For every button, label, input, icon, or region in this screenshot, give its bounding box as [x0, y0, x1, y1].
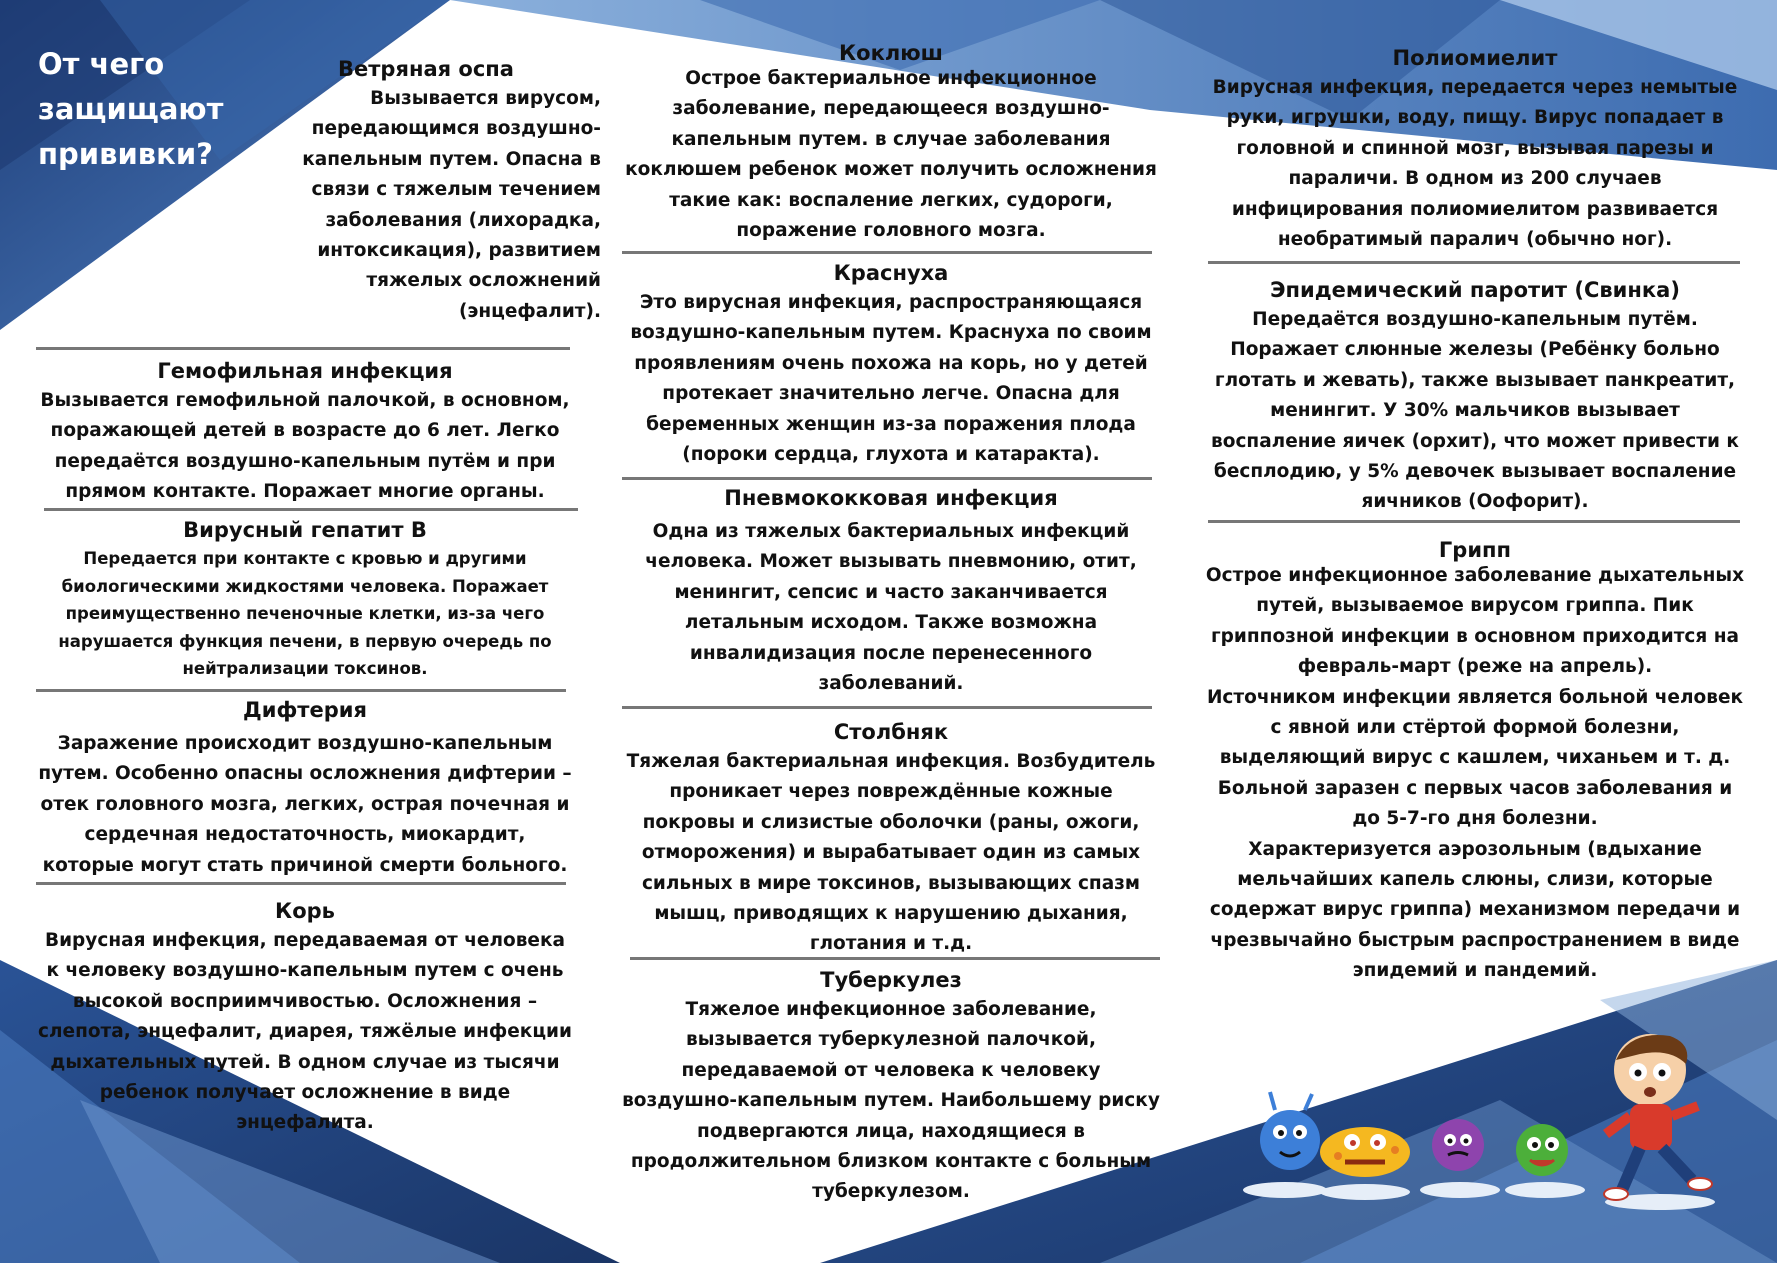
section-measles — [36, 898, 574, 1139]
section-title: Корь — [275, 899, 335, 923]
section-polio — [1205, 45, 1745, 255]
section-title: Коклюш — [839, 41, 943, 65]
divider — [630, 957, 1160, 960]
section-text: Острое инфекционное заболевание дыхательных путей, вызываемое вирусом гриппа. Пик гриппозной инфекции в основном приходится на февраль-март (реже на апрель). — [1205, 565, 1745, 678]
section-rubella — [622, 260, 1160, 470]
yellow-germ-icon — [1320, 1127, 1410, 1177]
section-flu — [1205, 537, 1745, 987]
section-tetanus — [622, 719, 1160, 960]
section-title: Пневмококковая инфекция — [724, 486, 1058, 510]
section-hepatitis-b — [36, 517, 574, 683]
running-kid-icon — [1604, 1034, 1712, 1200]
section-title: Столбняк — [833, 720, 949, 744]
section-text: Передаётся воздушно-капельным путём. Поражает слюнные железы (Ребёнку больно глотать и жевать), также вызывает панкреатит, менингит. У 30% мальчиков вызывает воспаление яичек (орхит), что может привести к бесплодию, у 5% девочек вызывает воспаление яичников (Оофорит). — [1211, 309, 1739, 513]
section-text: Вирусная инфекция, передается через немытые руки, игрушки, воду, пищу. Вирус попадает в головной и спинной мозг, вызывая парезы и параличи. В одном из 200 случаев инфицирования полиомиелитом развивается необратимый паралич (обычно ног). — [1212, 77, 1738, 251]
section-pneumococcal — [622, 485, 1160, 699]
blue-germ-icon — [1260, 1092, 1320, 1170]
section-diphtheria — [36, 697, 574, 881]
divider — [1208, 520, 1740, 523]
section-pertussis — [622, 40, 1160, 246]
kid-running-from-germs-icon — [1230, 1030, 1730, 1230]
section-text: Источником инфекции является больной человек с явной или стёртой формой болезни, выделяющий вирус с кашлем, чиханьем и т. д. Больной заразен с первых часов заболевания и до 5-7-го дня болезни. — [1206, 686, 1744, 830]
section-title: Эпидемический паротит (Свинка) — [1270, 278, 1680, 302]
section-text: Передается при контакте с кровью и другими биологическими жидкостями человека. Поражает преимущественно печеночные клетки, из-за чего нарушается функция печени, в первую очередь по нейтрализации токсинов. — [58, 549, 552, 679]
divider — [622, 477, 1152, 480]
section-text: Заражение происходит воздушно-капельным путем. Особенно опасны осложнения дифтерии – отек головного мозга, легких, острая почечная и сердечная недостаточность, миокардит, которые могут стать причиной смерти больного. — [38, 733, 572, 876]
page-title: От чего защищают прививки? — [38, 47, 224, 171]
section-text: Острое бактериальное инфекционное заболевание, передающееся воздушно-капельным путем. в случае заболевания коклюшем ребенок может получить осложнения такие как: воспаление легких, судороги, поражение головного мозга. — [625, 68, 1157, 242]
section-tuberculosis — [622, 967, 1160, 1208]
section-text: Характеризуется аэрозольным (вдыхание мельчайших капель слюны, слизи, которые содержат вирус гриппа) механизмом передачи и чрезвычайно быстрым распространением в виде эпидемий и пандемий. — [1209, 838, 1741, 982]
section-hib — [36, 358, 574, 508]
green-germ-icon — [1516, 1124, 1568, 1176]
divider — [1208, 261, 1740, 264]
divider — [36, 347, 570, 350]
section-title: Вирусный гепатит В — [183, 518, 427, 542]
section-text: Вызывается гемофильной палочкой, в основном, поражающей детей в возрасте до 6 лет. Легко передаётся воздушно-капельным путём и при прямом контакте. Поражает многие органы. — [40, 390, 570, 503]
section-varicella — [251, 56, 601, 327]
section-title: Полиомиелит — [1392, 46, 1558, 70]
divider — [44, 508, 578, 511]
section-text: Вызывается вирусом, передающимся воздушно-капельным путем. Опасна в связи с тяжелым течением заболевания (лихорадка, интоксикация), развитием тяжелых осложнений (энцефалит). — [302, 88, 601, 322]
divider — [36, 689, 566, 692]
section-title: Краснуха — [833, 261, 949, 285]
section-title: Грипп — [1438, 538, 1512, 562]
section-title: Туберкулез — [820, 968, 962, 992]
purple-germ-icon — [1432, 1119, 1484, 1171]
section-text: Тяжелое инфекционное заболевание, вызывается туберкулезной палочкой, передаваемой от человека к человеку воздушно-капельным путем. Наибольшему риску подвергаются лица, находящиеся в продолжительном близком контакте с больным туберкулезом. — [622, 999, 1160, 1203]
section-text: Тяжелая бактериальная инфекция. Возбудитель проникает через повреждённые кожные покровы и слизистые оболочки (раны, ожоги, отморожения) и вырабатывает один из самых сильных в мире токсинов, вызывающих спазм мышц, приводящих к нарушению дыхания, глотания и т.д. — [626, 751, 1156, 955]
section-text: Это вирусная инфекция, распространяющаяся воздушно-капельным путем. Краснуха по своим проявлениям очень похожа на корь, но у детей протекает значительно легче. Опасна для беременных женщин из-за поражения плода (пороки сердца, глухота и катаракта). — [630, 292, 1152, 466]
section-title: Гемофильная инфекция — [157, 359, 453, 383]
section-title: Дифтерия — [243, 698, 367, 722]
section-text: Вирусная инфекция, передаваемая от человека к человеку воздушно-капельным путем с очень высокой восприимчивостью. Осложнения – слепота, энцефалит, диарея, тяжёлые инфекции дыхательных путей. В одном случае из тысячи ребенок получает осложнение в виде энцефалита. — [38, 930, 572, 1134]
section-title: Ветряная оспа — [338, 57, 514, 81]
divider — [622, 706, 1152, 709]
section-text: Одна из тяжелых бактериальных инфекций человека. Может вызывать пневмонию, отит, менингит, сепсис и часто заканчивается летальным исходом. Также возможна инвалидизация после перенесенного заболеваний. — [645, 521, 1137, 695]
divider — [36, 882, 566, 885]
section-mumps — [1205, 277, 1745, 518]
divider — [622, 251, 1152, 254]
